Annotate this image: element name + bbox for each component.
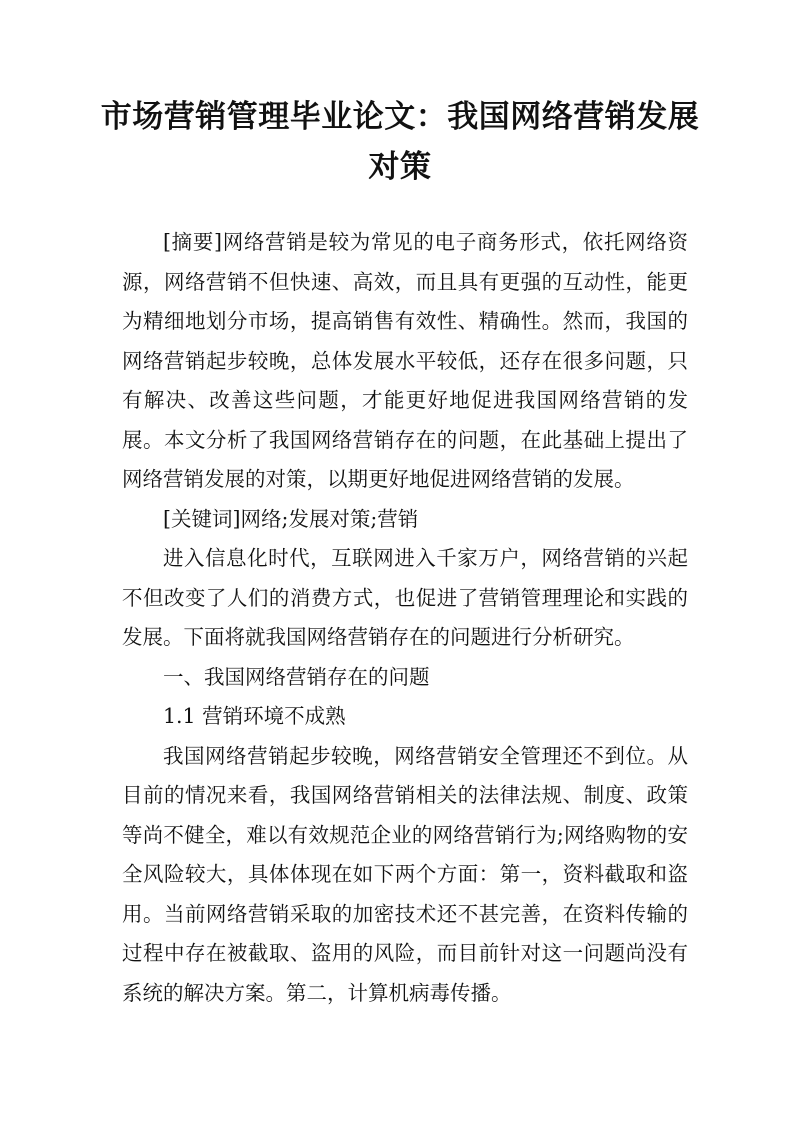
title-line-2: 对策 xyxy=(368,149,432,185)
keywords-paragraph: [关键词]网络;发展对策;营销 xyxy=(163,506,419,531)
section-heading: 一、我国网络营销存在的问题 xyxy=(163,664,430,689)
intro-paragraph: 进入信息化时代，互联网进入千家万户，网络营销的兴起不但改变了人们的消费方式，也促进了营销管理理论和实践的发展。下面将就我国网络营销存在的问题进行分析研究。 xyxy=(122,546,688,649)
subsection-heading: 1.1 营销环境不成熟 xyxy=(163,704,346,728)
abstract-paragraph: [摘要]网络营销是较为常见的电子商务形式，依托网络资源，网络营销不但快速、高效，而且具有更强的互动性，能更为精细地划分市场，提高销售有效性、精确性。然而，我国的网络营销起步较晚，总体发展水平较低，还存在很多问题，只有解决、改善这些问题，才能更好地促进我国网络营销的发展。本文分析了我国网络营销存在的问题，在此基础上提出了网络营销发展的对策，以期更好地促进网络营销的发展。 xyxy=(122,230,688,491)
title-line-1: 市场营销管理毕业论文：我国网络营销发展 xyxy=(100,99,700,135)
body-paragraph: 我国网络营销起步较晚，网络营销安全管理还不到位。从目前的情况来看，我国网络营销相关的法律法规、制度、政策等尚不健全，难以有效规范企业的网络营销行为;网络购物的安全风险较大，具体体现在如下两个方面：第一，资料截取和盗用。当前网络营销采取的加密技术还不甚完善，在资料传输的过程中存在被截取、盗用的风险，而目前针对这一问题尚没有系统的解决方案。第二，计算机病毒传播。 xyxy=(122,743,688,1005)
document-title xyxy=(90,92,710,192)
document-body xyxy=(122,223,688,1013)
